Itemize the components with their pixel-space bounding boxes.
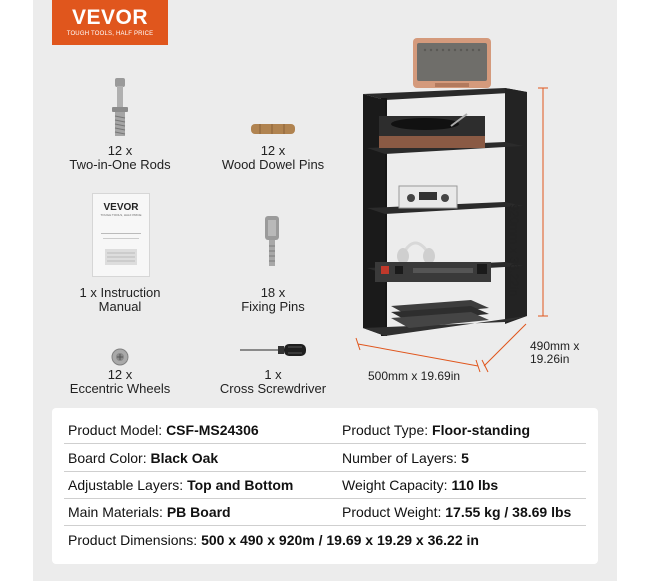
spec-value: Top and Bottom [187,477,294,493]
accessory-qty: 12 x [107,143,133,158]
accessory-wheels [55,368,185,396]
spec-label: Adjustable Layers: [68,477,184,493]
spec-value: CSF-MS24306 [166,422,259,438]
accessory-name: Wood Dowel Pins [221,157,325,172]
manual-tagline: TOUGH TOOLS, HALF PRICE [100,213,142,217]
depth-line-2: 19.26in [530,352,570,366]
spec-label: Product Type: [342,422,429,438]
spec-value: PB Board [166,504,231,520]
manual-icon [92,193,150,277]
spec-row [64,498,586,526]
accessory-name: Eccentric Wheels [69,381,171,396]
vevor-logo [52,0,168,45]
accessory-qty: 12 x [260,143,286,158]
spec-value: Black Oak [150,450,219,466]
accessory-qty: 1 x [264,367,282,382]
spec-label: Weight Capacity: [342,477,448,493]
logo-brand: VEVOR [71,6,149,29]
spec-value: 500 x 490 x 920m / 19.69 x 19.29 x 36.22 in [201,532,479,548]
spec-row [64,526,586,553]
manual-brand: VEVOR [103,202,139,213]
depth-dimension-label [530,340,579,366]
accessory-screwdriver [205,368,341,396]
dowel-icon [250,122,296,136]
width-dimension-label: 500mm x 19.69in [368,369,461,383]
accessory-qty: 18 x [260,285,286,300]
rod-icon [108,78,132,138]
accessory-name: Manual [98,299,142,314]
accessory-manual [55,286,185,314]
accessory-pins [205,286,341,314]
accessory-name: Fixing Pins [241,299,305,314]
spec-label: Board Color: [68,450,147,466]
depth-line-1: 490mm x [530,339,580,353]
spec-row [64,471,586,499]
spec-label: Main Materials: [68,504,163,520]
spec-table [52,408,598,564]
pin-icon [262,216,282,268]
spec-label: Product Weight: [342,504,442,520]
spec-label: Product Model: [68,422,163,438]
spec-row [64,416,586,444]
screwdriver-icon [238,342,308,358]
accessory-name: Two-in-One Rods [69,157,171,172]
wheel-icon [111,348,129,366]
spec-label: Product Dimensions: [68,532,198,548]
spec-row [64,444,586,472]
accessory-rods [55,144,185,172]
spec-label: Number of Layers: [342,450,458,466]
accessory-name: Cross Screwdriver [219,381,327,396]
spec-value: 5 [461,450,469,466]
accessory-qty: 12 x [107,367,133,382]
accessory-qty: 1 x Instruction [79,285,161,300]
spec-value: 17.55 kg / 38.69 lbs [445,504,572,520]
spec-value: 110 lbs [451,477,499,493]
spec-value: Floor-standing [432,422,531,438]
logo-tagline: TOUGH TOOLS, HALF PRICE [66,31,154,37]
height-dimension-label: 920mm x 36.22in [507,204,521,297]
accessory-dowels [205,144,341,172]
